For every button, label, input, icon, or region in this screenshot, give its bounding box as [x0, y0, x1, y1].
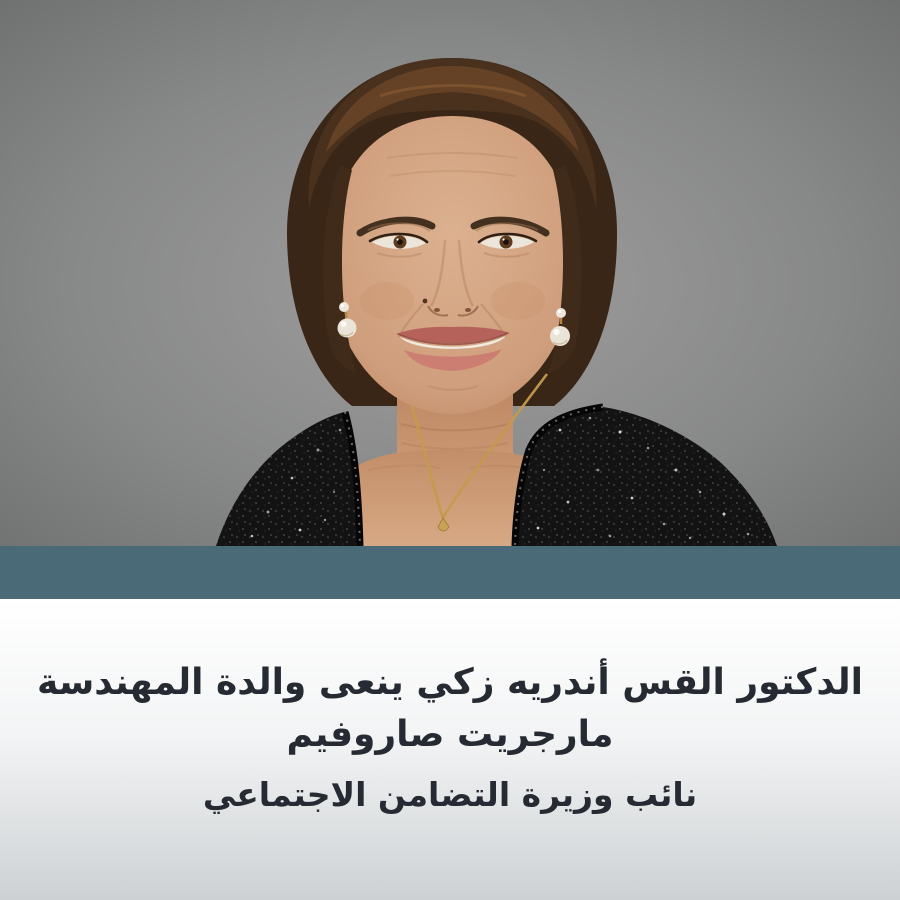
headline-line-1: الدكتور القس أندريه زكي ينعى والدة المهندسة مارجريت صاروفيم	[37, 662, 863, 756]
caption-area	[0, 599, 900, 900]
divider-band	[0, 546, 900, 599]
beauty-mark	[423, 299, 428, 304]
face	[329, 116, 575, 414]
headline-line-2: نائب وزيرة التضامن الاجتماعي	[202, 775, 698, 815]
